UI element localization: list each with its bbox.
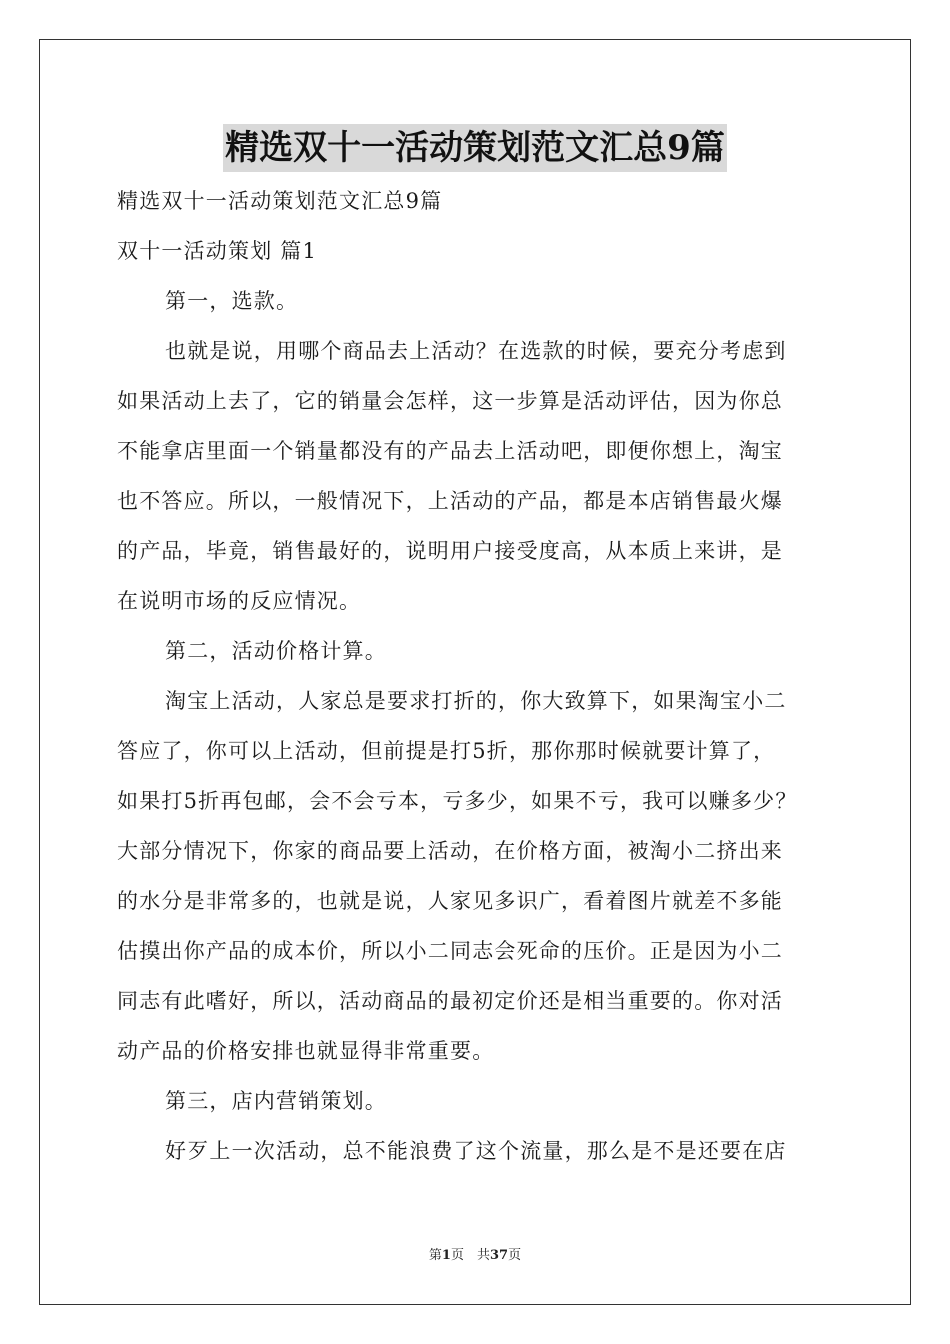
body-line: 同志有此嗜好，所以，活动商品的最初定价还是相当重要的。你对活 — [117, 989, 783, 1013]
body-line: 如果活动上去了，它的销量会怎样，这一步算是活动评估，因为你总 — [117, 389, 783, 413]
footer-middle: 页 共 — [450, 1248, 490, 1263]
body-line: 大部分情况下，你家的商品要上活动，在价格方面，被淘小二挤出来 — [117, 839, 783, 863]
body-line: 第二，活动价格计算。 — [165, 639, 387, 663]
body-line: 不能拿店里面一个销量都没有的产品去上活动吧，即便你想上，淘宝 — [117, 439, 783, 463]
body-line: 在说明市场的反应情况。 — [117, 589, 362, 613]
section-heading: 双十一活动策划 篇1 — [117, 239, 318, 263]
footer-page-number: 1 — [441, 1248, 451, 1263]
body-line: 动产品的价格安排也就显得非常重要。 — [117, 1039, 495, 1063]
body-line: 第一，选款。 — [165, 289, 299, 313]
page-footer — [0, 1247, 950, 1265]
document-body — [117, 176, 837, 1176]
body-line: 也就是说，用哪个商品去上活动？在选款的时候，要充分考虑到 — [165, 339, 787, 363]
body-line: 的产品，毕竟，销售最好的，说明用户接受度高，从本质上来讲，是 — [117, 539, 783, 563]
body-line: 如果打5折再包邮，会不会亏本，亏多少，如果不亏，我可以赚多少？ — [117, 789, 798, 813]
footer-prefix: 第 — [428, 1248, 442, 1263]
document-title-text: 精选双十一活动策划范文汇总9篇 — [223, 124, 727, 172]
footer-suffix: 页 — [508, 1248, 522, 1263]
body-line: 第三，店内营销策划。 — [165, 1089, 387, 1113]
body-line: 淘宝上活动，人家总是要求打折的，你大致算下，如果淘宝小二 — [165, 689, 787, 713]
body-line: 估摸出你产品的成本价，所以小二同志会死命的压价。正是因为小二 — [117, 939, 783, 963]
document-title — [0, 124, 950, 172]
footer-total-pages: 37 — [489, 1248, 509, 1263]
body-line: 答应了，你可以上活动，但前提是打5折，那你那时候就要计算了， — [117, 739, 776, 763]
body-line: 好歹上一次活动，总不能浪费了这个流量，那么是不是还要在店 — [165, 1139, 787, 1163]
body-line: 精选双十一活动策划范文汇总9篇 — [117, 189, 443, 213]
body-line: 也不答应。所以，一般情况下，上活动的产品，都是本店销售最火爆 — [117, 489, 783, 513]
body-line: 的水分是非常多的，也就是说，人家见多识广，看着图片就差不多能 — [117, 889, 783, 913]
